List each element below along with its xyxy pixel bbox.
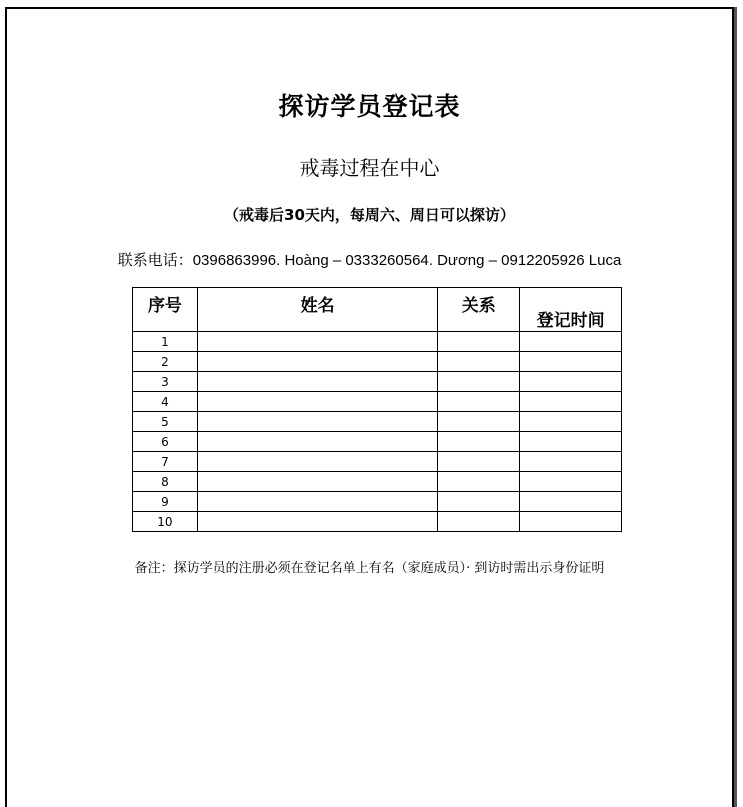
table-row xyxy=(133,432,622,452)
time-cell[interactable] xyxy=(520,512,622,532)
time-cell[interactable] xyxy=(520,332,622,352)
relation-cell[interactable] xyxy=(438,392,520,412)
relation-cell[interactable] xyxy=(438,452,520,472)
name-cell[interactable] xyxy=(197,472,437,492)
table-row xyxy=(133,332,622,352)
relation-cell[interactable] xyxy=(438,492,520,512)
header-name: 姓名 xyxy=(197,288,437,332)
table-row xyxy=(133,452,622,472)
time-cell[interactable] xyxy=(520,352,622,372)
time-cell[interactable] xyxy=(520,492,622,512)
header-relation: 关系 xyxy=(438,288,520,332)
relation-cell[interactable] xyxy=(438,352,520,372)
relation-cell[interactable] xyxy=(438,412,520,432)
time-cell[interactable] xyxy=(520,432,622,452)
document-title: 探访学员登记表 xyxy=(278,92,461,121)
name-cell[interactable] xyxy=(197,512,437,532)
remark-note: 备注：探访学员的注册必须在登记名单上有名（家庭成员）· 到访时需出示身份证明 xyxy=(134,561,605,576)
contact-info: 联系电话：0396863996. Hoàng – 0333260564. Dương – 0912205926 Luca xyxy=(117,252,622,269)
row-index: 6 xyxy=(133,432,198,452)
relation-cell[interactable] xyxy=(438,432,520,452)
name-cell[interactable] xyxy=(197,432,437,452)
row-index: 10 xyxy=(133,512,198,532)
header-register-time: 登记时间 xyxy=(520,288,622,332)
table-row xyxy=(133,372,622,392)
table-row xyxy=(133,412,622,432)
row-index: 2 xyxy=(133,352,198,372)
name-cell[interactable] xyxy=(197,392,437,412)
header-index: 序号 xyxy=(133,288,198,332)
row-index: 1 xyxy=(133,332,198,352)
visit-note: （戒毒后30天内，每周六、周日可以探访） xyxy=(224,206,515,224)
time-cell[interactable] xyxy=(520,412,622,432)
time-cell[interactable] xyxy=(520,452,622,472)
document-page xyxy=(5,7,734,807)
row-index: 8 xyxy=(133,472,198,492)
time-cell[interactable] xyxy=(520,372,622,392)
table-header-row xyxy=(133,288,622,332)
row-index: 4 xyxy=(133,392,198,412)
name-cell[interactable] xyxy=(197,412,437,432)
name-cell[interactable] xyxy=(197,352,437,372)
relation-cell[interactable] xyxy=(438,512,520,532)
name-cell[interactable] xyxy=(197,452,437,472)
row-index: 5 xyxy=(133,412,198,432)
time-cell[interactable] xyxy=(520,392,622,412)
name-cell[interactable] xyxy=(197,372,437,392)
table-row xyxy=(133,512,622,532)
registration-table xyxy=(132,287,622,532)
row-index: 3 xyxy=(133,372,198,392)
table-row xyxy=(133,492,622,512)
row-index: 9 xyxy=(133,492,198,512)
name-cell[interactable] xyxy=(197,332,437,352)
document-subtitle: 戒毒过程在中心 xyxy=(299,156,440,180)
relation-cell[interactable] xyxy=(438,472,520,492)
relation-cell[interactable] xyxy=(438,372,520,392)
name-cell[interactable] xyxy=(197,492,437,512)
relation-cell[interactable] xyxy=(438,332,520,352)
row-index: 7 xyxy=(133,452,198,472)
table-row xyxy=(133,392,622,412)
time-cell[interactable] xyxy=(520,472,622,492)
table-row xyxy=(133,472,622,492)
table-row xyxy=(133,352,622,372)
